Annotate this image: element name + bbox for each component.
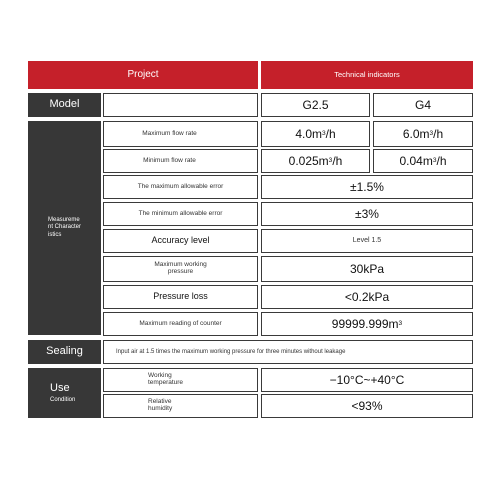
max-pressure-value — [261, 256, 473, 282]
max-pressure-value-text: 30kPa — [349, 261, 385, 276]
min-flow-label-text: Minimum flow rate — [143, 156, 196, 164]
header-project — [28, 61, 258, 89]
min-error-value-text: ±3% — [355, 206, 379, 221]
min-error-label — [103, 202, 258, 226]
use-condition-main: Use — [50, 382, 70, 395]
humidity-label-text: Relative humidity — [148, 398, 173, 412]
measurement-label-text: Measurement Characteristics — [48, 216, 82, 238]
humidity-value — [261, 394, 473, 418]
max-error-value — [261, 175, 473, 199]
model-g4 — [373, 93, 473, 117]
max-pressure-label-text: Maximum working pressure — [154, 261, 207, 275]
accuracy-label — [103, 229, 258, 253]
use-condition-label — [28, 368, 101, 418]
max-reading-label — [103, 312, 258, 336]
max-flow-g4: 6.0m 3 /h — [373, 121, 473, 147]
accuracy-label-text: Accuracy level — [151, 235, 210, 246]
min-flow-label — [103, 149, 258, 173]
max-error-label — [103, 175, 258, 199]
max-error-label-text: The maximum allowable error — [137, 182, 224, 190]
temperature-value — [261, 368, 473, 392]
temperature-label — [103, 368, 258, 392]
accuracy-value — [261, 229, 473, 253]
header-project-text: Project — [127, 68, 159, 80]
header-technical-text: Technical indicators — [334, 70, 400, 80]
sealing-text — [103, 340, 473, 364]
temperature-value-text: −10°C~+40°C — [329, 372, 405, 387]
min-error-label-text: The minimum allowable error — [138, 209, 223, 217]
humidity-label — [103, 394, 258, 418]
sealing-label-text: Sealing — [46, 345, 83, 358]
max-flow-label-text: Maximum flow rate — [142, 129, 197, 137]
model-label-text: Model — [49, 98, 80, 111]
pressure-loss-label-text: Pressure loss — [153, 291, 208, 302]
max-flow-g25: 4.0m 3 /h — [261, 121, 370, 147]
measurement-label — [28, 121, 101, 335]
max-reading-value: 99999.999m 3 — [261, 312, 473, 336]
model-blank — [103, 93, 258, 117]
max-reading-label-text: Maximum reading of counter — [139, 319, 222, 327]
humidity-value-text: <93% — [351, 398, 383, 413]
model-label — [28, 93, 101, 117]
min-error-value — [261, 202, 473, 226]
pressure-loss-value-text: <0.2kPa — [344, 289, 390, 304]
min-flow-g4: 0.04m 3 /h — [373, 149, 473, 173]
max-error-value-text: ±1.5% — [350, 179, 384, 194]
sealing-text-content: Input air at 1.5 times the maximum working pressure for three minutes without leakage — [116, 348, 346, 355]
use-condition-sub: Condition — [50, 396, 76, 403]
accuracy-value-text: Level 1.5 — [352, 237, 382, 245]
max-flow-label — [103, 121, 258, 147]
header-technical-indicators — [261, 61, 473, 89]
max-pressure-label — [103, 256, 258, 282]
model-g25-text: G2.5 — [302, 97, 329, 112]
pressure-loss-label — [103, 285, 258, 309]
sealing-label — [28, 340, 101, 364]
temperature-label-text: Working temperature — [148, 372, 184, 386]
min-flow-g25: 0.025m 3 /h — [261, 149, 370, 173]
model-g4-text: G4 — [414, 97, 431, 112]
model-g25 — [261, 93, 370, 117]
pressure-loss-value — [261, 285, 473, 309]
